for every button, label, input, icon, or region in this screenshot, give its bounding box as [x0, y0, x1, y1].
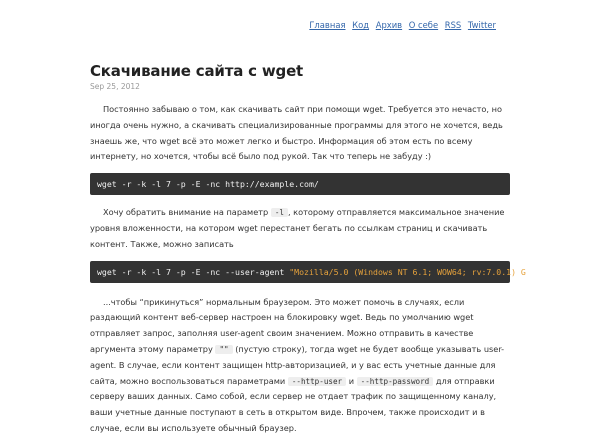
- nav-link-twitter[interactable]: Twitter: [467, 20, 496, 30]
- code-block-wget-user-agent: [90, 261, 526, 283]
- nav-link-archive[interactable]: Архив: [375, 20, 403, 30]
- inline-code-http-user: --http-user: [288, 377, 346, 386]
- code-string: "Mozilla/5.0 (Windows NT 6.1; WOW64; rv:7.0.1) G: [289, 266, 526, 277]
- text-segment: Хочу обратить внимание на параметр: [103, 207, 271, 218]
- nav-link-about[interactable]: О себе: [408, 20, 439, 30]
- text-segment: ...чтобы “прикинуться” нормальным браузером. Это может помочь в случаях, если раздающий контент веб-сервер настроен на блокировку wget. Ведь по умолчанию wget отправляет запрос, заполняя user-agent своим значением. Можно отправить в качестве аргумента этому параметру: [90, 296, 474, 354]
- article: [90, 60, 526, 437]
- code-command: wget -r -k -l 7 -p -E -nc http://example.com/: [97, 179, 319, 190]
- post-title: Скачивание сайта с wget: [90, 62, 304, 80]
- text-segment: и: [346, 375, 357, 386]
- nav-link-rss[interactable]: RSS: [444, 20, 462, 30]
- post-date: Sep 25, 2012: [90, 82, 140, 91]
- top-nav: [305, 20, 496, 30]
- code-block-wget-basic: [90, 173, 510, 195]
- inline-code-l: -l: [271, 208, 288, 217]
- nav-link-home[interactable]: Главная: [309, 20, 346, 30]
- inline-code-http-password: --http-password: [357, 377, 434, 386]
- paragraph-intro: Постоянно забываю о том, как скачивать сайт при помощи wget. Требуется это нечасто, но иногда очень нужно, а скачивать специализированные программы для этого не хочется, ведь знаешь же, что wget всё это может легко и быстро. Информация об этом есть по всему интернету, но хочется, чтобы всё было под рукой. Так что теперь не забуду :): [90, 104, 503, 162]
- inline-code-empty-string: "": [215, 345, 232, 354]
- text-segment: , которому отправляется максимальное значение уровня вложенности, на котором wget перестанет бегать по ссылкам страниц и скачивать контент. Также, можно записать: [90, 207, 505, 249]
- text-segment: для отправки серверу ваших данных. Само собой, если сервер не отдает трафик по защищенному каналу, ваши учетные данные поступают в сеть в открытом виде. Впрочем, также происходит и в случае, если вы используете обычный браузер.: [90, 375, 497, 433]
- paragraph-user-agent: [90, 295, 510, 437]
- nav-link-code[interactable]: Код: [352, 20, 370, 30]
- paragraph-depth: [90, 205, 510, 252]
- text-segment: (пустую строку), тогда wget не будет вообще указывать user-agent. В случае, если контент защищен http-авторизацией, и у вас есть учетные данные для сайта, можно воспользоваться параметрами: [90, 343, 505, 386]
- code-command: wget -r -k -l 7 -p -E -nc --user-agent: [97, 266, 290, 277]
